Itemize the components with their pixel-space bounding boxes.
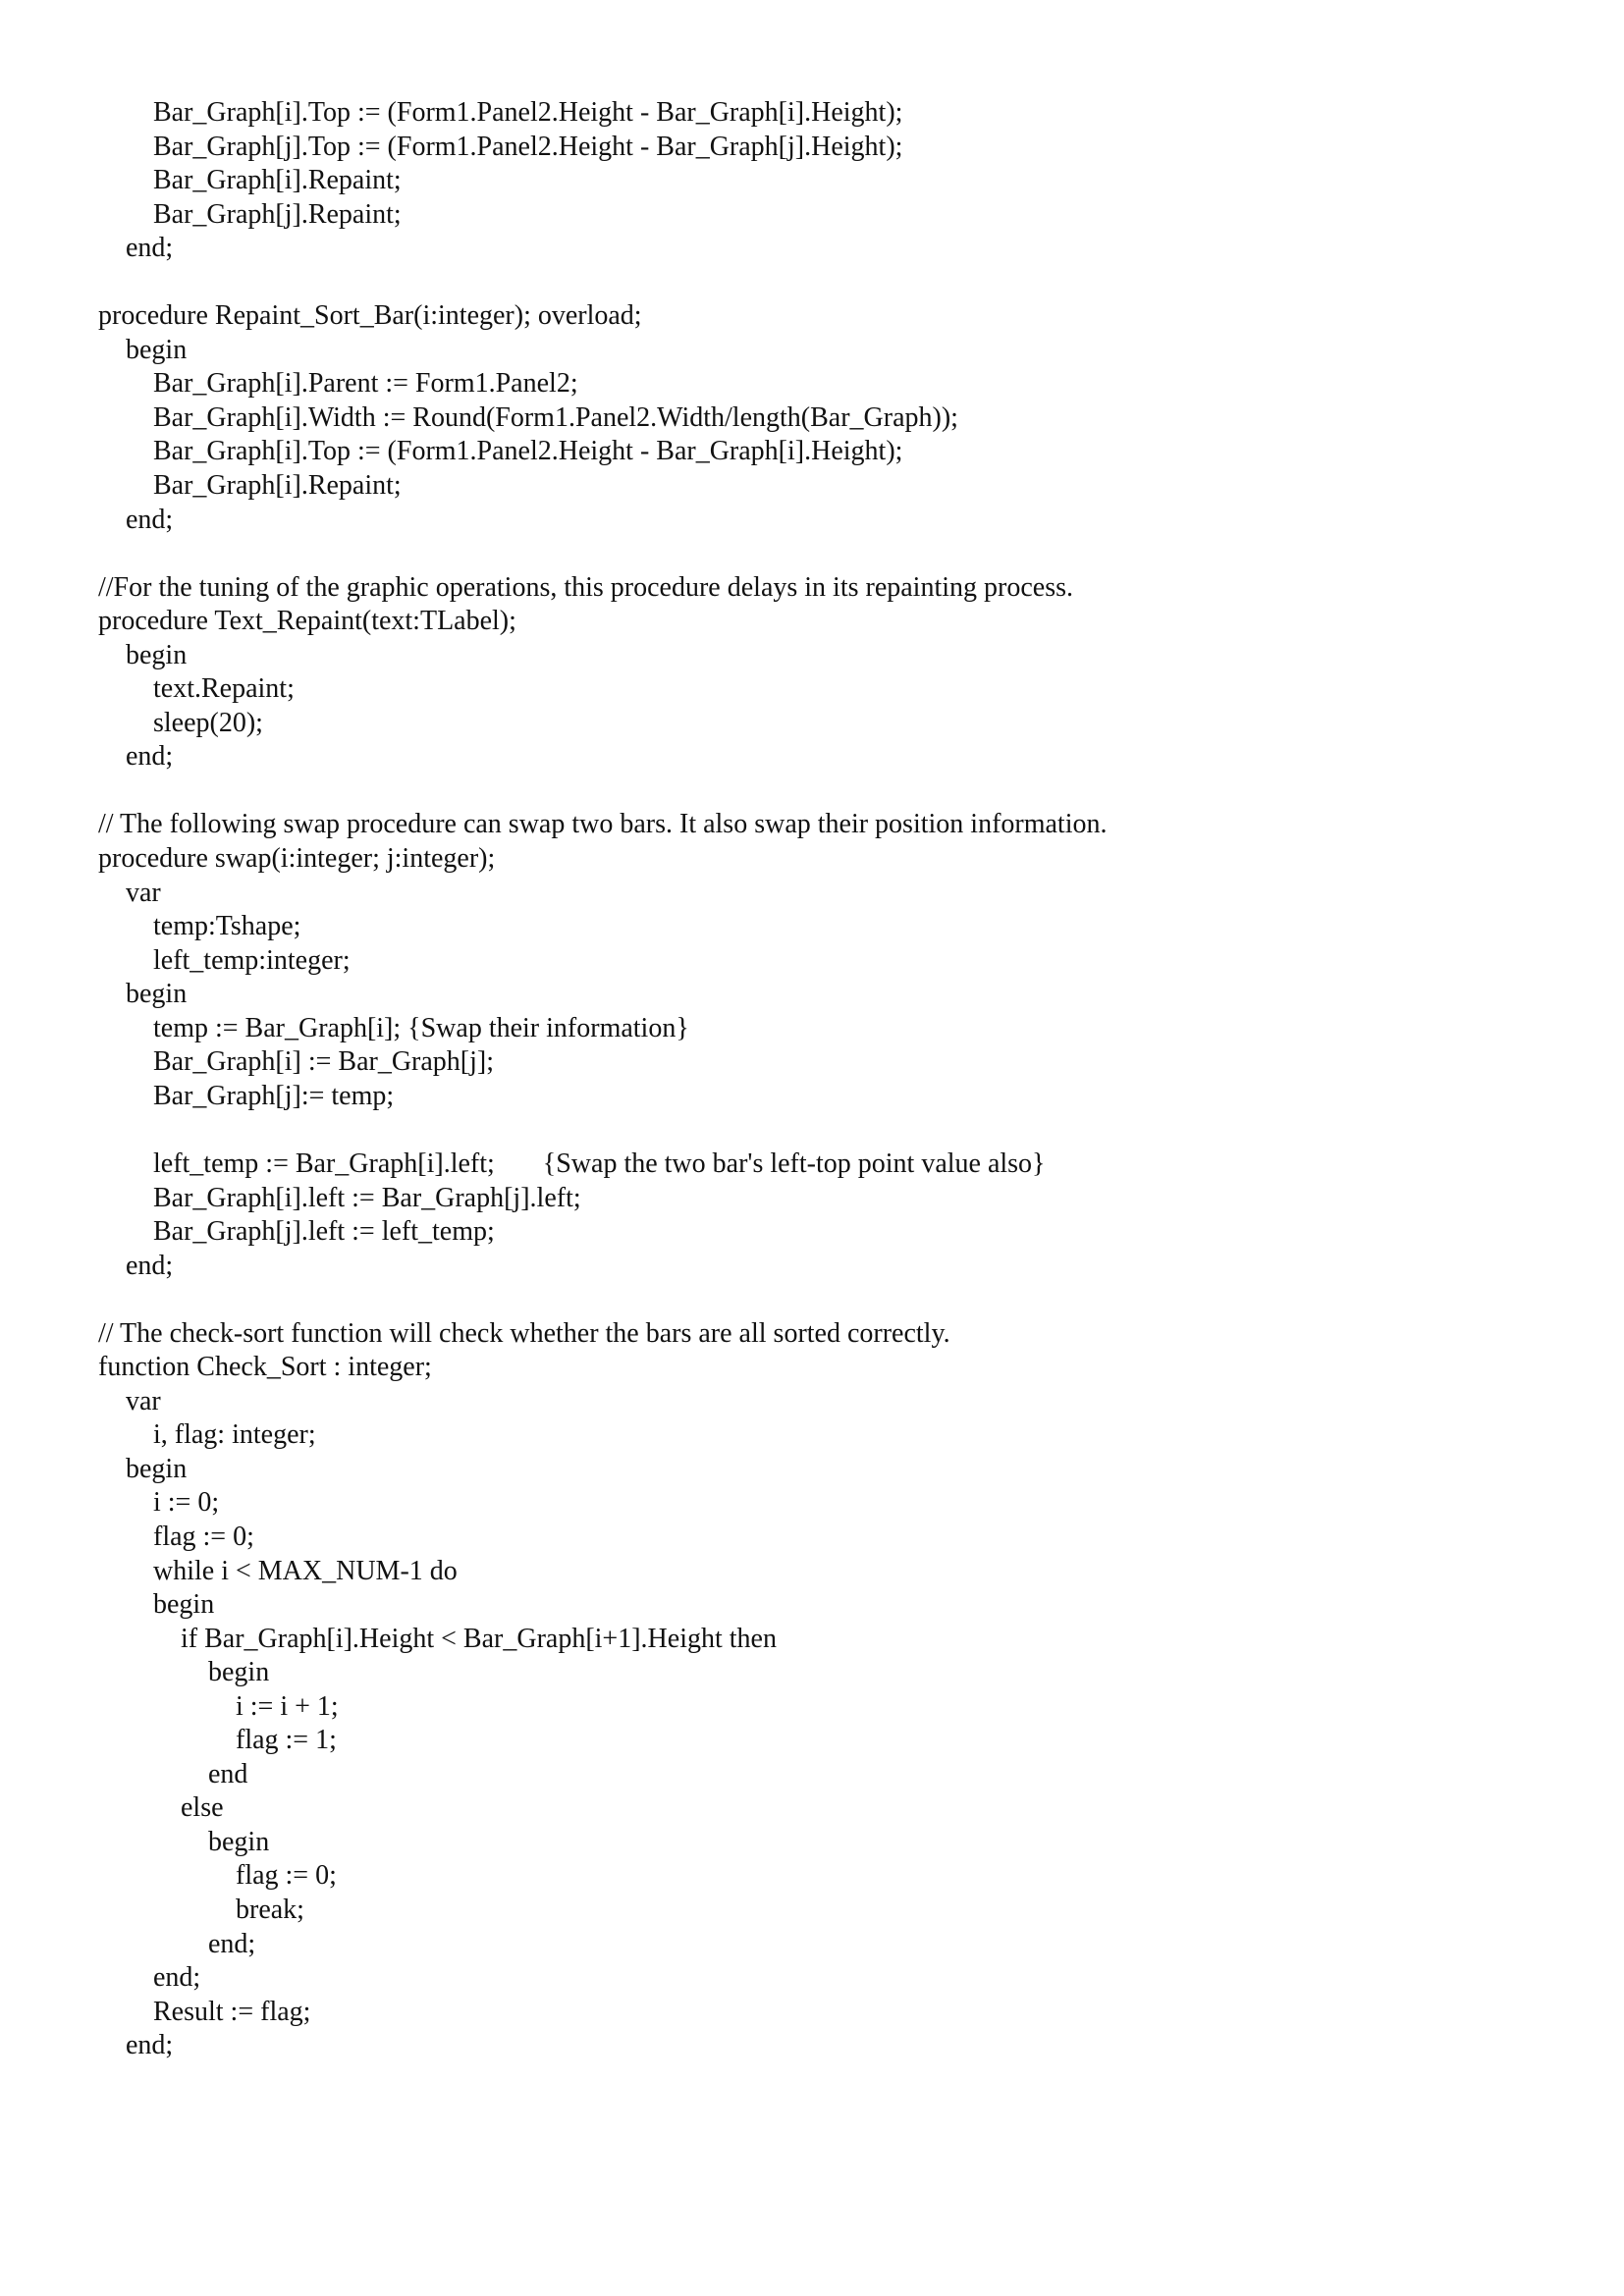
code-line: begin [126,1453,188,1484]
code-line: function Check_Sort : integer; [98,1352,432,1383]
code-line: // The check-sort function will check whether the bars are all sorted correctly. [98,1317,950,1349]
code-line: break; [236,1894,304,1925]
code-line: while i < MAX_NUM-1 do [153,1555,458,1586]
code-line: left_temp := Bar_Graph[i].left; {Swap the two bar's left-top point value also} [153,1148,1046,1179]
code-line: begin [153,1589,215,1621]
blank-line [98,266,1551,300]
code-line: end; [126,1250,174,1281]
code-line: begin [208,1657,270,1688]
code-line: begin [126,979,188,1010]
code-listing [98,96,1551,2063]
code-line: Bar_Graph[j]:= temp; [153,1080,395,1111]
code-line: end; [126,2030,174,2061]
code-line: Bar_Graph[i].Width := Round(Form1.Panel2.Width/length(Bar_Graph)); [153,401,958,433]
code-line: i, flag: integer; [153,1419,316,1451]
code-line: //For the tuning of the graphic operations, this procedure delays in its repainting process. [98,571,1073,603]
code-line: sleep(20); [153,707,263,738]
code-line: begin [126,639,188,670]
code-line: var [126,877,161,908]
code-line: i := i + 1; [236,1690,339,1722]
code-line: else [181,1792,224,1824]
blank-line [98,1283,1551,1317]
code-line: Bar_Graph[j].Top := (Form1.Panel2.Height - Bar_Graph[j].Height); [153,131,903,162]
code-line: Bar_Graph[i].Top := (Form1.Panel2.Height - Bar_Graph[i].Height); [153,436,903,467]
code-line: Bar_Graph[j].Repaint; [153,198,402,230]
code-line: Result := flag; [153,1996,311,2027]
code-line: procedure Text_Repaint(text:TLabel); [98,606,516,637]
code-line: begin [208,1826,270,1857]
blank-line [98,1113,1551,1148]
code-line: procedure Repaint_Sort_Bar(i:integer); overload; [98,300,642,332]
blank-line [98,537,1551,571]
code-line: Bar_Graph[i].left := Bar_Graph[j].left; [153,1182,581,1213]
code-line: end [208,1758,248,1789]
code-line: temp:Tshape; [153,911,301,942]
code-line: begin [126,334,188,365]
code-line: end; [126,233,174,264]
code-line: flag := 0; [153,1521,254,1552]
code-line: if Bar_Graph[i].Height < Bar_Graph[i+1].Height then [181,1623,777,1654]
code-line: i := 0; [153,1487,220,1519]
code-line: left_temp:integer; [153,944,351,976]
code-line: end; [208,1928,256,1959]
code-line: Bar_Graph[i].Parent := Form1.Panel2; [153,368,578,400]
code-line: Bar_Graph[i].Top := (Form1.Panel2.Height - Bar_Graph[i].Height); [153,97,903,128]
code-line: text.Repaint; [153,673,295,705]
code-line: var [126,1385,161,1416]
code-line: temp := Bar_Graph[i]; {Swap their information} [153,1012,689,1043]
code-line: end; [153,1962,201,1994]
code-line: flag := 1; [236,1725,337,1756]
code-line: // The following swap procedure can swap two bars. It also swap their position information. [98,809,1108,840]
blank-line [98,774,1551,809]
code-line: Bar_Graph[j].left := left_temp; [153,1216,495,1248]
code-line: flag := 0; [236,1860,337,1892]
code-line: Bar_Graph[i] := Bar_Graph[j]; [153,1046,495,1078]
code-line: Bar_Graph[i].Repaint; [153,470,402,502]
code-line: end; [126,504,174,535]
code-line: Bar_Graph[i].Repaint; [153,165,402,196]
code-line: end; [126,741,174,773]
code-line: procedure swap(i:integer; j:integer); [98,843,496,875]
